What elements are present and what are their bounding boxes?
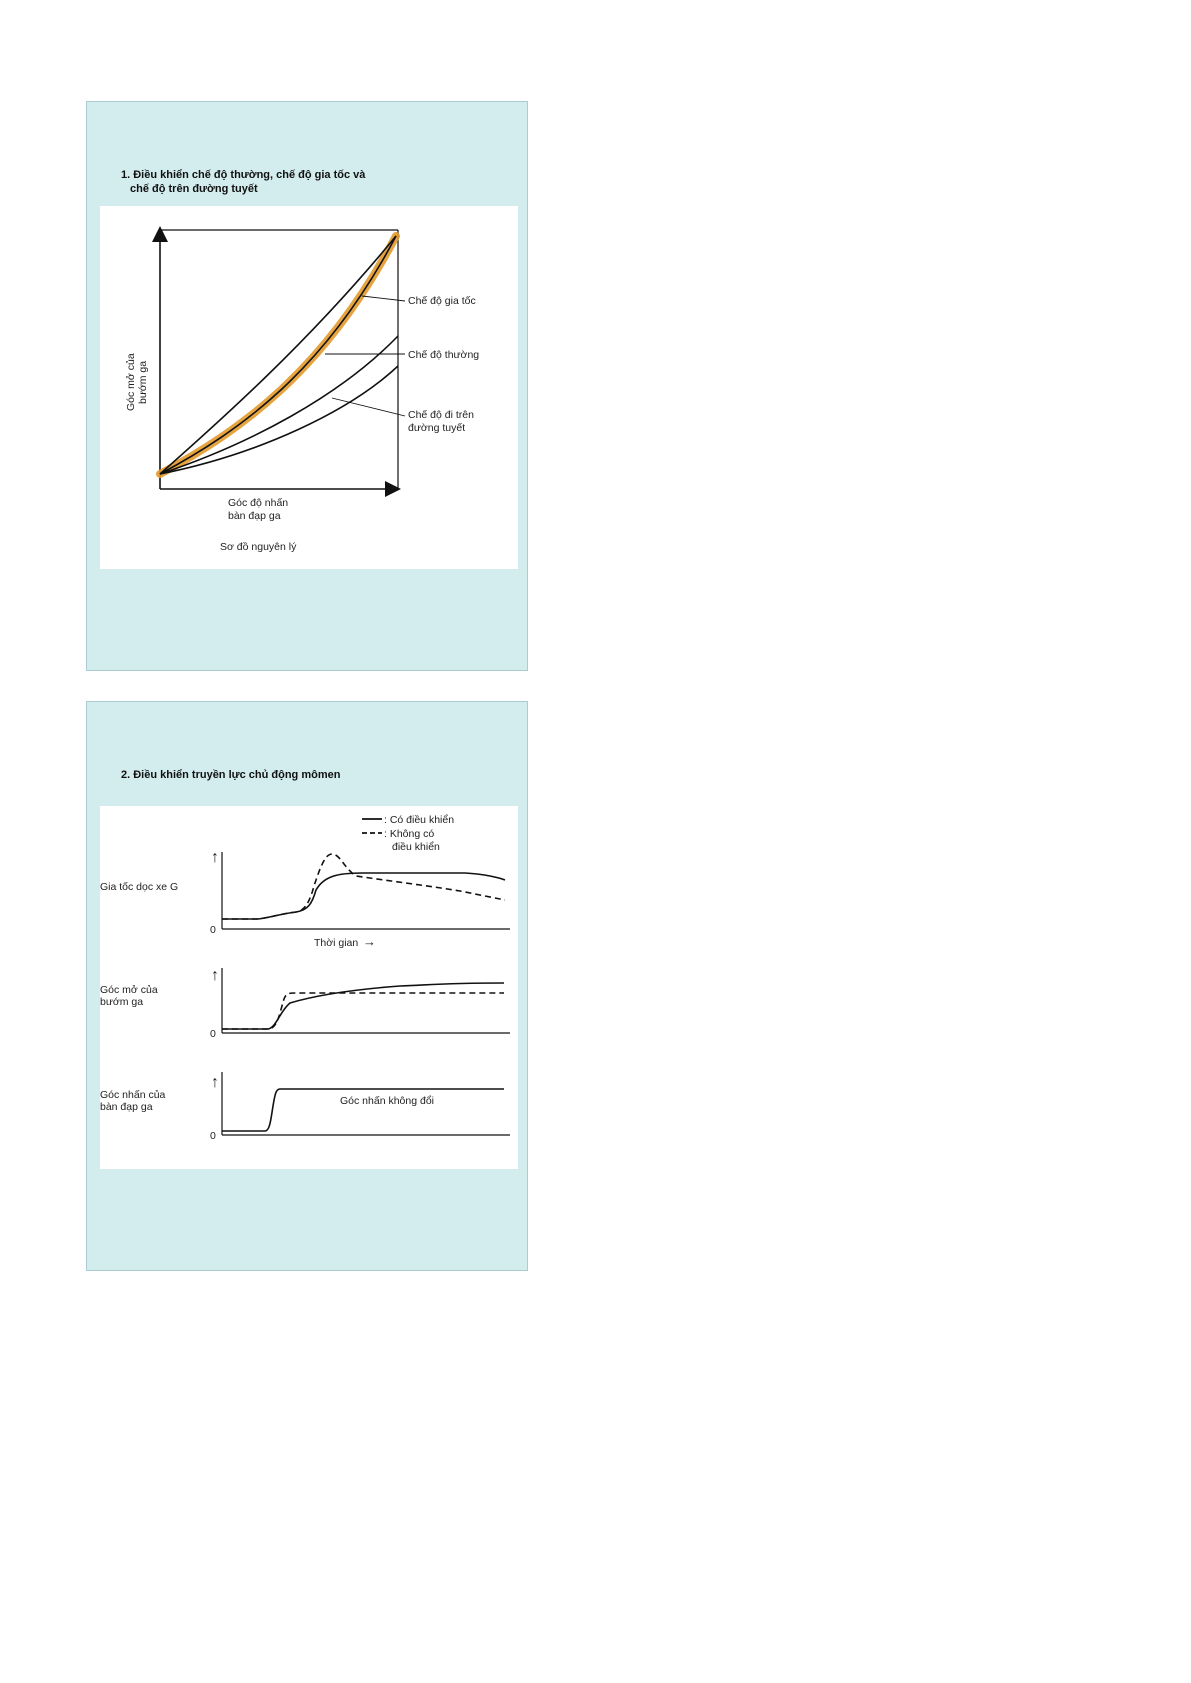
- label-acceleration: Chế độ gia tốc: [408, 295, 476, 307]
- graph2-y-label-line2: bướm ga: [100, 996, 144, 1008]
- graph3-up-arrow-icon: ↑: [211, 1074, 219, 1091]
- panel-title: [121, 168, 521, 196]
- graph2-solid-curve: [222, 983, 504, 1029]
- graph2-dashed-curve: [222, 993, 504, 1029]
- torque-control-diagram: [100, 806, 518, 1169]
- legend-dashed-label-line2: điều khiển: [392, 841, 440, 853]
- graph1-zero: 0: [210, 924, 216, 936]
- panel-title-line1: 1. Điều khiển chế độ thường, chế độ gia tốc và: [121, 169, 366, 181]
- label-snow-line1: Chế độ đi trên: [408, 409, 474, 421]
- graph2-up-arrow-icon: ↑: [211, 967, 219, 984]
- graph1-solid-curve: [222, 873, 505, 919]
- y-axis-label-line1: Góc mở của: [125, 353, 137, 411]
- graph1-dashed-curve: [222, 854, 505, 919]
- graph2-zero: 0: [210, 1028, 216, 1040]
- graph3-y-label-line1: Góc nhấn của: [100, 1089, 166, 1101]
- legend-dashed-label-line1: : Không có: [384, 828, 435, 840]
- graph3-y-label-line2: bàn đạp ga: [100, 1101, 153, 1113]
- graph1-up-arrow-icon: ↑: [211, 849, 219, 866]
- panel-throttle-modes: [86, 101, 528, 671]
- throttle-mode-diagram: [100, 206, 518, 569]
- graph1-x-arrow-icon: →: [363, 934, 376, 949]
- torque-control-svg: [100, 806, 518, 1169]
- graph1-y-label: Gia tốc dọc xe G: [100, 881, 179, 893]
- throttle-mode-svg: [100, 206, 518, 569]
- label-snow-line2: đường tuyết: [408, 422, 466, 434]
- x-axis-label-line2: bàn đạp ga: [228, 510, 281, 522]
- figure-caption: Sơ đồ nguyên lý: [220, 541, 297, 553]
- graph3-annotation: Góc nhấn không đổi: [340, 1095, 434, 1107]
- x-axis-label-line1: Góc độ nhấn: [228, 497, 289, 509]
- graph3-zero: 0: [210, 1130, 216, 1142]
- panel-title: 2. Điều khiển truyền lực chủ động mômen: [121, 769, 341, 781]
- legend-solid-label: : Có điều khiển: [384, 814, 455, 826]
- y-axis-label-line2: bướm ga: [137, 360, 149, 404]
- graph2-y-label-line1: Góc mở của: [100, 984, 158, 996]
- label-normal: Chế độ thường: [408, 349, 480, 361]
- panel-title-line2: chế độ trên đường tuyết: [130, 183, 258, 195]
- panel-torque-control: [86, 701, 528, 1271]
- graph1-x-label: Thời gian: [314, 937, 359, 949]
